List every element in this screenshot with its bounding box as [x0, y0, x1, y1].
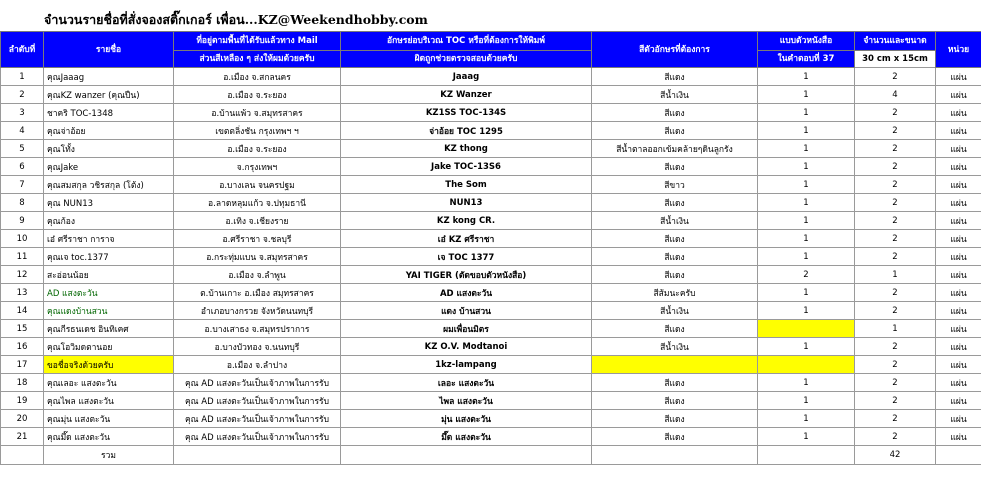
cell-name[interactable]: คุณก้อง — [44, 212, 174, 230]
cell-address[interactable]: อ.บางบัวทอง จ.นนทบุรี — [174, 338, 341, 356]
cell-font[interactable]: 1 — [758, 284, 855, 302]
cell-name[interactable]: คุณมึ๊ด แสงตะวัน — [44, 428, 174, 446]
cell-qty[interactable]: 2 — [855, 122, 936, 140]
cell-address[interactable]: อ.กระทุ่มแบน จ.สมุทรสาคร — [174, 248, 341, 266]
table-row — [1, 410, 981, 428]
cell-no[interactable]: 19 — [1, 392, 44, 410]
table-row — [1, 158, 981, 176]
cell-unit[interactable]: แผ่น — [936, 356, 981, 374]
cell-text[interactable]: 1kz-lampang — [341, 356, 592, 374]
cell-text[interactable]: ผมเพื่อนมิตร — [341, 320, 592, 338]
cell-no[interactable]: 14 — [1, 302, 44, 320]
cell-text[interactable]: YAI TIGER (ตัดขอบตัวหนังสือ) — [341, 266, 592, 284]
cell-no[interactable]: 13 — [1, 284, 44, 302]
cell-text[interactable]: AD แสงตะวัน — [341, 284, 592, 302]
cell-unit[interactable]: แผ่น — [936, 212, 981, 230]
cell-name[interactable]: คุณเจ toc.1377 — [44, 248, 174, 266]
cell-address[interactable]: อ.เมือง จ.สกลนคร — [174, 68, 341, 86]
cell-name[interactable]: คุณกีรธนเดช อินทิเคศ — [44, 320, 174, 338]
cell-no[interactable]: 17 — [1, 356, 44, 374]
table-header — [1, 32, 981, 68]
cell-unit[interactable]: แผ่น — [936, 158, 981, 176]
cell-name[interactable]: เอ๋ ศรีราชา การาจ — [44, 230, 174, 248]
cell-qty[interactable]: 2 — [855, 356, 936, 374]
table-row — [1, 356, 981, 374]
cell-no[interactable]: 11 — [1, 248, 44, 266]
cell-text[interactable]: จ่าอ้อย TOC 1295 — [341, 122, 592, 140]
cell-name[interactable]: คุณโอวิมดตานอย — [44, 338, 174, 356]
cell-unit[interactable]: แผ่น — [936, 122, 981, 140]
cell-no[interactable]: 15 — [1, 320, 44, 338]
cell-qty[interactable]: 2 — [855, 230, 936, 248]
cell-unit[interactable]: แผ่น — [936, 248, 981, 266]
table-row — [1, 302, 981, 320]
cell-unit[interactable]: แผ่น — [936, 320, 981, 338]
cell-qty[interactable]: 2 — [855, 410, 936, 428]
cell-qty[interactable]: 2 — [855, 428, 936, 446]
header-font-line1[interactable]: แบบตัวหนังสือ — [758, 32, 855, 51]
cell-font[interactable]: 2 — [758, 266, 855, 284]
header-address-line1[interactable]: ที่อยู่ตามพื้นที่ได้รับแล้วทาง Mail — [174, 32, 341, 51]
cell-color[interactable]: สีแดง — [592, 230, 758, 248]
cell-font[interactable]: 1 — [758, 212, 855, 230]
cell-font[interactable]: 1 — [758, 302, 855, 320]
cell-name[interactable]: คุณ NUN13 — [44, 194, 174, 212]
cell-qty[interactable]: 2 — [855, 140, 936, 158]
cell-color[interactable]: สีแดง — [592, 392, 758, 410]
cell-name[interactable]: คุณโทั้ง — [44, 140, 174, 158]
cell-color[interactable]: สีแดง — [592, 428, 758, 446]
header-name[interactable]: รายชื่อ — [44, 32, 174, 68]
header-unit[interactable]: หน่วย — [936, 32, 981, 68]
cell-text[interactable]: KZ kong CR. — [341, 212, 592, 230]
cell-qty[interactable]: 2 — [855, 248, 936, 266]
cell-qty[interactable]: 2 — [855, 176, 936, 194]
cell-unit[interactable]: แผ่น — [936, 194, 981, 212]
header-address-line2[interactable]: ส่วนสีเหลือง ๆ ส่งให้ผมด้วยครับ — [174, 51, 341, 68]
cell-address[interactable]: คุณ AD แสงตะวันเป็นเจ้าภาพในการรับ — [174, 410, 341, 428]
table-row — [1, 104, 981, 122]
cell-name[interactable]: คุณสมสกุล วชิรสกุล (โต้ง) — [44, 176, 174, 194]
table-row — [1, 212, 981, 230]
cell-text[interactable]: มุ่น แสงตะวัน — [341, 410, 592, 428]
cell-qty[interactable]: 2 — [855, 68, 936, 86]
cell-font[interactable]: 1 — [758, 230, 855, 248]
cell-color[interactable]: สีน้ำตาลออกเข้มคล้ายๆดินลูกรัง — [592, 140, 758, 158]
cell-qty[interactable]: 2 — [855, 194, 936, 212]
header-text-line1[interactable]: อักษรย่อบริเวณ TOC หรือที่ต้องการให้พิมพ์ — [341, 32, 592, 51]
cell-address[interactable]: อำเภอบางกรวย จังหวัดนนทบุรี — [174, 302, 341, 320]
cell-color[interactable]: สีแดง — [592, 104, 758, 122]
cell-color[interactable]: สีน้ำเงิน — [592, 86, 758, 104]
cell-text[interactable]: KZ Wanzer — [341, 86, 592, 104]
table-row — [1, 338, 981, 356]
sheet-title: จำนวนรายชื่อที่สั่งจองสติ๊กเกอร์ เพื่อน...KZ@Weekendhobby.com — [44, 12, 428, 27]
cell-no[interactable]: 12 — [1, 266, 44, 284]
table-row — [1, 176, 981, 194]
table-row — [1, 266, 981, 284]
cell-unit[interactable]: แผ่น — [936, 410, 981, 428]
cell-font[interactable]: 1 — [758, 410, 855, 428]
table-row — [1, 140, 981, 158]
cell-qty[interactable]: 2 — [855, 302, 936, 320]
header-qty-line1[interactable]: จำนวนและขนาด — [855, 32, 936, 51]
cell-text[interactable]: เลอะ แสงตะวัน — [341, 374, 592, 392]
cell-color[interactable]: สีแดง — [592, 68, 758, 86]
cell-font[interactable]: 1 — [758, 176, 855, 194]
cell-unit[interactable]: แผ่น — [936, 428, 981, 446]
cell-unit[interactable]: แผ่น — [936, 284, 981, 302]
cell-unit[interactable]: แผ่น — [936, 86, 981, 104]
cell-font[interactable]: 1 — [758, 392, 855, 410]
cell-no[interactable]: 9 — [1, 212, 44, 230]
cell-name[interactable]: คุณJaaag — [44, 68, 174, 86]
cell-font[interactable]: 1 — [758, 140, 855, 158]
table-row — [1, 248, 981, 266]
header-qty-line2[interactable]: 30 cm x 15cm — [855, 51, 936, 68]
cell-no[interactable]: 7 — [1, 176, 44, 194]
cell-font[interactable]: 1 — [758, 104, 855, 122]
total-font-cell[interactable] — [758, 446, 855, 465]
table-row — [1, 428, 981, 446]
cell-address[interactable]: อ.ศรีราชา จ.ชลบุรี — [174, 230, 341, 248]
table-row — [1, 86, 981, 104]
cell-unit[interactable]: แผ่น — [936, 68, 981, 86]
cell-qty[interactable]: 2 — [855, 374, 936, 392]
cell-text[interactable]: แดง บ้านสวน — [341, 302, 592, 320]
cell-address[interactable]: อ.บางเสาธง จ.สมุทรปราการ — [174, 320, 341, 338]
cell-unit[interactable]: แผ่น — [936, 104, 981, 122]
header-color[interactable]: สีตัวอักษรที่ต้องการ — [592, 32, 758, 68]
cell-address[interactable]: อ.บ้านแพ้ว จ.สมุทรสาคร — [174, 104, 341, 122]
cell-name[interactable]: คุณแดงบ้านสวน — [44, 302, 174, 320]
order-table — [0, 31, 981, 465]
table-row — [1, 194, 981, 212]
cell-no[interactable]: 6 — [1, 158, 44, 176]
cell-text[interactable]: เอ๋ KZ ศรีราชา — [341, 230, 592, 248]
table-row — [1, 68, 981, 86]
table-row — [1, 374, 981, 392]
cell-name[interactable]: ขอชื่อจริงด้วยครับ — [44, 356, 174, 374]
cell-text[interactable]: มึ๊ด แสงตะวัน — [341, 428, 592, 446]
cell-text[interactable]: KZ O.V. Modtanoi — [341, 338, 592, 356]
cell-qty[interactable]: 4 — [855, 86, 936, 104]
cell-no[interactable]: 16 — [1, 338, 44, 356]
cell-address[interactable]: อ.เมือง จ.ระยอง — [174, 86, 341, 104]
cell-color[interactable]: สีขาว — [592, 176, 758, 194]
cell-color[interactable]: สีแดง — [592, 410, 758, 428]
cell-address[interactable]: อ.เมือง จ.ระยอง — [174, 140, 341, 158]
total-no-cell[interactable] — [1, 446, 44, 465]
header-no[interactable]: ลำดับที่ — [1, 32, 44, 68]
cell-address[interactable]: คุณ AD แสงตะวันเป็นเจ้าภาพในการรับ — [174, 392, 341, 410]
cell-no[interactable]: 8 — [1, 194, 44, 212]
cell-no[interactable]: 1 — [1, 68, 44, 86]
cell-name[interactable]: คุณเลอะ แสงตะวัน — [44, 374, 174, 392]
total-label[interactable]: รวม — [44, 446, 174, 465]
cell-font[interactable]: 1 — [758, 194, 855, 212]
cell-name[interactable]: คุณKZ wanzer (คุณปืน) — [44, 86, 174, 104]
cell-qty[interactable]: 1 — [855, 320, 936, 338]
cell-name[interactable]: คุณJake — [44, 158, 174, 176]
total-qty[interactable]: 42 — [855, 446, 936, 465]
cell-color[interactable]: สีแดง — [592, 248, 758, 266]
table-row — [1, 392, 981, 410]
cell-color[interactable]: สีแดง — [592, 320, 758, 338]
cell-address[interactable]: อ.ลาดหลุมแก้ว จ.ปทุมธานี — [174, 194, 341, 212]
header-font-line2[interactable]: ในคำตอบที่ 37 — [758, 51, 855, 68]
cell-text[interactable]: KZ1SS TOC-134S — [341, 104, 592, 122]
cell-address[interactable]: อ.เมือง จ.ลำปาง — [174, 356, 341, 374]
cell-address[interactable]: คุณ AD แสงตะวันเป็นเจ้าภาพในการรับ — [174, 428, 341, 446]
cell-qty[interactable]: 1 — [855, 266, 936, 284]
cell-color[interactable]: สีแดง — [592, 158, 758, 176]
table-row — [1, 320, 981, 338]
cell-text[interactable]: NUN13 — [341, 194, 592, 212]
cell-font[interactable]: 1 — [758, 428, 855, 446]
cell-font[interactable]: 1 — [758, 248, 855, 266]
cell-font[interactable]: 1 — [758, 68, 855, 86]
cell-font[interactable]: 1 — [758, 338, 855, 356]
cell-qty[interactable]: 2 — [855, 392, 936, 410]
cell-name[interactable]: คุณไพล แสงตะวัน — [44, 392, 174, 410]
cell-qty[interactable]: 2 — [855, 338, 936, 356]
total-color-cell[interactable] — [592, 446, 758, 465]
cell-color[interactable]: สีน้ำเงิน — [592, 212, 758, 230]
cell-name[interactable]: คุณจ่าอ้อย — [44, 122, 174, 140]
cell-text[interactable]: ไพล แสงตะวัน — [341, 392, 592, 410]
cell-no[interactable]: 21 — [1, 428, 44, 446]
cell-name[interactable]: สะอ่อนน้อย — [44, 266, 174, 284]
cell-color[interactable]: สีน้ำเงิน — [592, 302, 758, 320]
cell-color[interactable]: สีแดง — [592, 194, 758, 212]
cell-text[interactable]: Jaaag — [341, 68, 592, 86]
cell-no[interactable]: 5 — [1, 140, 44, 158]
cell-address[interactable]: เขตตลิ่งชัน กรุงเทพฯ ฯ — [174, 122, 341, 140]
total-text-cell[interactable] — [341, 446, 592, 465]
cell-color[interactable]: สีแดง — [592, 266, 758, 284]
cell-qty[interactable]: 2 — [855, 212, 936, 230]
cell-address[interactable]: ต.บ้านเกาะ อ.เมือง สมุทรสาคร — [174, 284, 341, 302]
cell-no[interactable]: 2 — [1, 86, 44, 104]
cell-qty[interactable]: 2 — [855, 284, 936, 302]
table-body — [1, 68, 981, 446]
total-address-cell[interactable] — [174, 446, 341, 465]
cell-no[interactable]: 18 — [1, 374, 44, 392]
cell-color[interactable] — [592, 356, 758, 374]
cell-font[interactable]: 1 — [758, 374, 855, 392]
total-row — [1, 446, 981, 465]
cell-name[interactable]: คุณมุ่น แสงตะวัน — [44, 410, 174, 428]
cell-unit[interactable]: แผ่น — [936, 140, 981, 158]
cell-text[interactable]: เจ TOC 1377 — [341, 248, 592, 266]
cell-font[interactable]: 1 — [758, 122, 855, 140]
total-unit-cell[interactable] — [936, 446, 981, 465]
cell-color[interactable]: สีส้มนะครับ — [592, 284, 758, 302]
table-row — [1, 284, 981, 302]
cell-unit[interactable]: แผ่น — [936, 266, 981, 284]
cell-text[interactable]: KZ thong — [341, 140, 592, 158]
header-text-line2[interactable]: ผิดถูกช่วยตรวจสอบด้วยครับ — [341, 51, 592, 68]
cell-unit[interactable]: แผ่น — [936, 176, 981, 194]
cell-address[interactable]: อ.บางเลน จนครปฐม — [174, 176, 341, 194]
cell-text[interactable]: The Som — [341, 176, 592, 194]
cell-no[interactable]: 4 — [1, 122, 44, 140]
cell-unit[interactable]: แผ่น — [936, 374, 981, 392]
cell-unit[interactable]: แผ่น — [936, 338, 981, 356]
cell-qty[interactable]: 2 — [855, 158, 936, 176]
cell-name[interactable]: AD แสงตะวัน — [44, 284, 174, 302]
cell-unit[interactable]: แผ่น — [936, 392, 981, 410]
cell-font[interactable] — [758, 356, 855, 374]
cell-font[interactable]: 1 — [758, 158, 855, 176]
cell-font[interactable]: 1 — [758, 86, 855, 104]
cell-color[interactable]: สีน้ำเงิน — [592, 338, 758, 356]
cell-color[interactable]: สีแดง — [592, 374, 758, 392]
cell-text[interactable]: Jake TOC-13S6 — [341, 158, 592, 176]
cell-address[interactable]: คุณ AD แสงตะวันเป็นเจ้าภาพในการรับ — [174, 374, 341, 392]
cell-address[interactable]: จ.กรุงเทพฯ — [174, 158, 341, 176]
table-row — [1, 230, 981, 248]
cell-qty[interactable]: 2 — [855, 104, 936, 122]
cell-color[interactable]: สีแดง — [592, 122, 758, 140]
cell-font[interactable] — [758, 320, 855, 338]
cell-no[interactable]: 10 — [1, 230, 44, 248]
table-row — [1, 122, 981, 140]
cell-unit[interactable]: แผ่น — [936, 302, 981, 320]
cell-unit[interactable]: แผ่น — [936, 230, 981, 248]
cell-name[interactable]: ชาคริ TOC-1348 — [44, 104, 174, 122]
cell-no[interactable]: 20 — [1, 410, 44, 428]
cell-no[interactable]: 3 — [1, 104, 44, 122]
cell-address[interactable]: อ.เทิง จ.เชียงราย — [174, 212, 341, 230]
cell-address[interactable]: อ.เมือง จ.ลำพูน — [174, 266, 341, 284]
